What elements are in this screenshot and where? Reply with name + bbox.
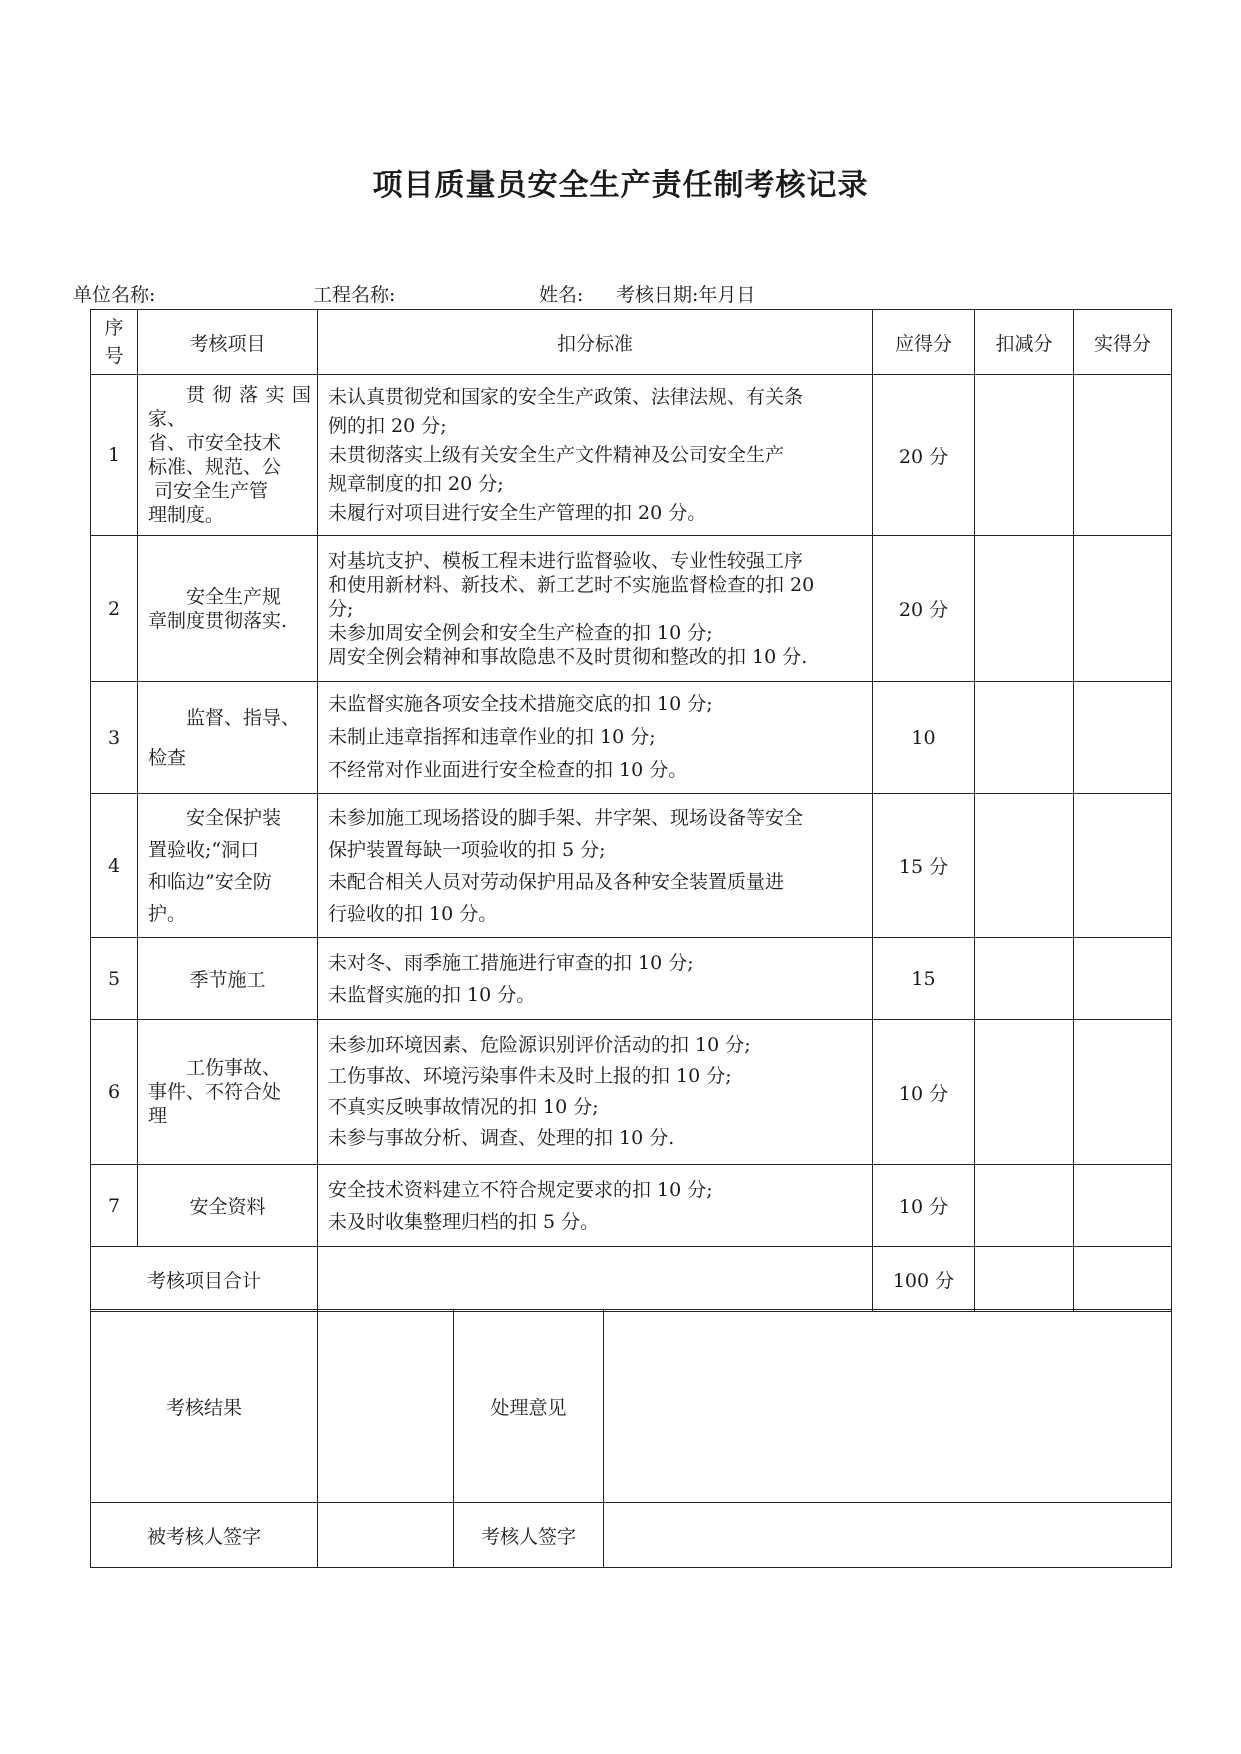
- criteria-line: 例的扣 20 分;: [328, 414, 447, 437]
- criteria-cell: [318, 1020, 873, 1165]
- item-line: 贯彻落实国家、: [148, 384, 311, 430]
- item-line: 置验收;“洞口: [148, 838, 260, 861]
- item-cell: [138, 536, 318, 682]
- criteria-line: 未及时收集整理归档的扣 5 分。: [328, 1210, 600, 1233]
- total-actual-cell[interactable]: [1074, 1247, 1172, 1312]
- header-row: [91, 310, 1172, 375]
- item-line: 司安全生产管: [154, 480, 269, 502]
- criteria-line: 工伤事故、环境污染事件未及时上报的扣 10 分;: [328, 1065, 732, 1087]
- deduct-score-cell[interactable]: [975, 938, 1074, 1020]
- item-cell: 季节施工: [138, 938, 318, 1020]
- table-row: [91, 794, 1172, 938]
- criteria-line: 分;: [328, 597, 354, 620]
- criteria-line: 未监督实施各项安全技术措施交底的扣 10 分;: [328, 693, 713, 715]
- criteria-header: 扣分标准: [318, 310, 873, 375]
- table-row: [91, 1165, 1172, 1247]
- table-row: [91, 938, 1172, 1020]
- table-row: [91, 375, 1172, 536]
- criteria-cell: [318, 938, 873, 1020]
- examiner-sign-cell[interactable]: [604, 1503, 1172, 1568]
- table-row: [91, 536, 1172, 682]
- actual-score-cell[interactable]: [1074, 1165, 1172, 1247]
- criteria-line: 未参加周安全例会和安全生产检查的扣 10 分;: [328, 621, 713, 644]
- criteria-line: 未履行对项目进行安全生产管理的扣 20 分。: [328, 501, 707, 524]
- criteria-cell: [318, 375, 873, 536]
- opinion-value-cell[interactable]: [604, 1310, 1172, 1503]
- item-line: 护。: [148, 902, 187, 925]
- item-line: 工伤事故、: [186, 1057, 282, 1079]
- total-label: 考核项目合计: [91, 1247, 318, 1312]
- item-line: 省、市安全技术: [148, 432, 282, 454]
- examinee-sign-label: 被考核人签字: [91, 1503, 318, 1568]
- table-row: [91, 1020, 1172, 1165]
- result-value-cell[interactable]: [318, 1310, 454, 1503]
- total-criteria-cell: [318, 1247, 873, 1312]
- table-row: [91, 682, 1172, 794]
- criteria-cell: [318, 794, 873, 938]
- criteria-line: 对基坑支护、模板工程未进行监督验收、专业性较强工序: [328, 549, 804, 572]
- opinion-label: 处理意见: [454, 1310, 604, 1503]
- criteria-line: 未配合相关人员对劳动保护用品及各种安全装置质量进: [328, 870, 785, 893]
- item-line: 标准、规范、公: [148, 456, 282, 478]
- item-cell: [138, 1020, 318, 1165]
- item-cell: [138, 375, 318, 536]
- signature-row: [91, 1503, 1172, 1568]
- item-line: 和临边”安全防: [148, 870, 272, 893]
- due-score-cell: 10 分: [873, 1020, 975, 1165]
- criteria-cell: [318, 682, 873, 794]
- item-header: 考核项目: [138, 310, 318, 375]
- item-line: 检查: [148, 746, 187, 769]
- criteria-line: 和使用新材料、新技术、新工艺时不实施监督检查的扣 20: [328, 573, 815, 596]
- total-row: [91, 1247, 1172, 1312]
- actual-score-cell[interactable]: [1074, 794, 1172, 938]
- criteria-line: 保护装置每缺一项验收的扣 5 分;: [328, 838, 606, 861]
- item-cell: [138, 794, 318, 938]
- actual-score-header: 实得分: [1074, 310, 1172, 375]
- item-line: 理: [148, 1105, 168, 1127]
- deduct-score-header: 扣减分: [975, 310, 1074, 375]
- due-score-header: 应得分: [873, 310, 975, 375]
- actual-score-cell[interactable]: [1074, 375, 1172, 536]
- criteria-line: 未参加施工现场搭设的脚手架、井字架、现场设备等安全: [328, 806, 804, 829]
- item-line: 事件、不符合处: [148, 1081, 282, 1103]
- seq-cell: 3: [91, 682, 138, 794]
- seq-header: [91, 310, 138, 375]
- result-table: [90, 1309, 1172, 1568]
- unit-name-label: 单位名称:: [73, 284, 156, 306]
- actual-score-cell[interactable]: [1074, 536, 1172, 682]
- due-score-cell: 10: [873, 682, 975, 794]
- item-line: 安全生产规: [186, 585, 282, 608]
- seq-cell: 5: [91, 938, 138, 1020]
- examinee-sign-cell[interactable]: [318, 1503, 454, 1568]
- criteria-line: 未参加环境因素、危险源识别评价活动的扣 10 分;: [328, 1034, 751, 1056]
- total-deduct-cell[interactable]: [975, 1247, 1074, 1312]
- total-due-score: 100 分: [873, 1247, 975, 1312]
- deduct-score-cell[interactable]: [975, 375, 1074, 536]
- actual-score-cell[interactable]: [1074, 938, 1172, 1020]
- criteria-line: 行验收的扣 10 分。: [328, 902, 498, 925]
- criteria-cell: [318, 1165, 873, 1247]
- criteria-line: 不经常对作业面进行安全检查的扣 10 分。: [328, 759, 688, 781]
- criteria-line: 规章制度的扣 20 分;: [328, 472, 504, 495]
- seq-cell: 4: [91, 794, 138, 938]
- criteria-line: 未监督实施的扣 10 分。: [328, 983, 536, 1006]
- deduct-score-cell[interactable]: [975, 682, 1074, 794]
- result-label: 考核结果: [91, 1310, 318, 1503]
- criteria-line: 未对冬、雨季施工措施进行审查的扣 10 分;: [328, 951, 694, 974]
- seq-header-line: 序: [104, 317, 124, 339]
- criteria-line: 不真实反映事故情况的扣 10 分;: [328, 1096, 599, 1118]
- item-line: 监督、指导、: [186, 706, 301, 729]
- due-score-cell: 20 分: [873, 536, 975, 682]
- seq-cell: 1: [91, 375, 138, 536]
- item-cell: [138, 682, 318, 794]
- deduct-score-cell[interactable]: [975, 536, 1074, 682]
- item-line: 章制度贯彻落实.: [148, 609, 288, 632]
- criteria-line: 未认真贯彻党和国家的安全生产政策、法律法规、有关条: [328, 385, 804, 408]
- due-score-cell: 15 分: [873, 794, 975, 938]
- criteria-line: 周安全例会精神和事故隐患不及时贯彻和整改的扣 10 分.: [328, 645, 808, 668]
- due-score-cell: 10 分: [873, 1165, 975, 1247]
- item-line: 理制度。: [148, 504, 225, 526]
- person-name-label: 姓名:: [539, 284, 584, 306]
- deduct-score-cell[interactable]: [975, 1165, 1074, 1247]
- due-score-cell: 15: [873, 938, 975, 1020]
- seq-cell: 6: [91, 1020, 138, 1165]
- deduct-score-cell[interactable]: [975, 794, 1074, 938]
- assessment-date-label: 考核日期:年月日: [616, 284, 756, 306]
- due-score-cell: 20 分: [873, 375, 975, 536]
- criteria-cell: [318, 536, 873, 682]
- actual-score-cell[interactable]: [1074, 682, 1172, 794]
- criteria-line: 安全技术资料建立不符合规定要求的扣 10 分;: [328, 1178, 713, 1201]
- criteria-line: 未制止违章指挥和违章作业的扣 10 分;: [328, 726, 656, 748]
- item-line: 安全保护装: [186, 806, 282, 829]
- actual-score-cell[interactable]: [1074, 1020, 1172, 1165]
- result-row: [91, 1310, 1172, 1503]
- assessment-table: [90, 309, 1172, 1312]
- criteria-line: 未贯彻落实上级有关安全生产文件精神及公司安全生产: [328, 443, 785, 466]
- deduct-score-cell[interactable]: [975, 1020, 1074, 1165]
- seq-header-line: 号: [104, 345, 124, 367]
- examiner-sign-label: 考核人签字: [454, 1503, 604, 1568]
- item-cell: 安全资料: [138, 1165, 318, 1247]
- seq-cell: 2: [91, 536, 138, 682]
- header-meta: [73, 280, 1173, 308]
- seq-cell: 7: [91, 1165, 138, 1247]
- page-title: 项目质量员安全生产责任制考核记录: [372, 168, 869, 203]
- criteria-line: 未参与事故分析、调查、处理的扣 10 分.: [328, 1127, 675, 1149]
- project-name-label: 工程名称:: [313, 284, 396, 306]
